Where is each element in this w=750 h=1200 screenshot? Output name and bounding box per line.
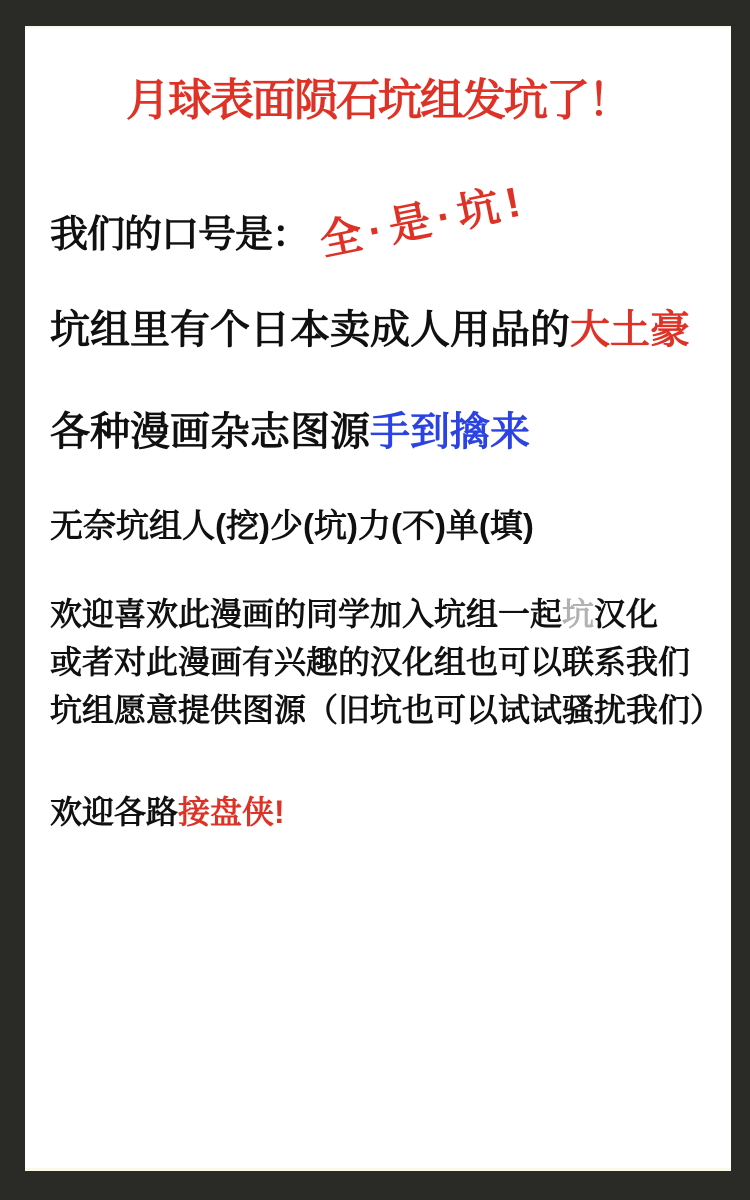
source-line-black: 各种漫画杂志图源 [50, 410, 370, 454]
closing-line [50, 787, 285, 833]
slogan-prefix-text: 我们的口号是： [50, 214, 310, 256]
invite-line-1 [50, 590, 722, 638]
owner-line-black: 坑组里有个日本卖成人用品的 [50, 308, 570, 352]
invite-line-3: 坑组愿意提供图源（旧坑也可以试试骚扰我们） [50, 692, 723, 728]
notice-title: 月球表面陨石坑组发坑了！ [126, 76, 630, 125]
invite-line1-before: 欢迎喜欢此漫画的同学加入坑组一起 [50, 596, 563, 632]
closing-red: 接盘侠! [178, 794, 285, 830]
owner-line [50, 298, 690, 355]
owner-line-red: 大土豪 [570, 308, 690, 352]
source-line [50, 400, 530, 457]
invite-line-2: 或者对此漫画有兴趣的汉化组也可以联系我们 [50, 644, 691, 680]
invite-line1-after: 汉化 [594, 596, 659, 632]
source-line-blue: 手到擒来 [370, 410, 530, 454]
helpless-line: 无奈坑组人(挖)少(坑)力(不)单(填) [50, 507, 534, 544]
notice-sheet [25, 26, 731, 1171]
slogan-text: 全·是·坑! [315, 176, 531, 265]
invite-paragraph [50, 590, 722, 734]
invite-line1-gray: 坑 [562, 596, 595, 632]
closing-black: 欢迎各路 [50, 794, 179, 830]
